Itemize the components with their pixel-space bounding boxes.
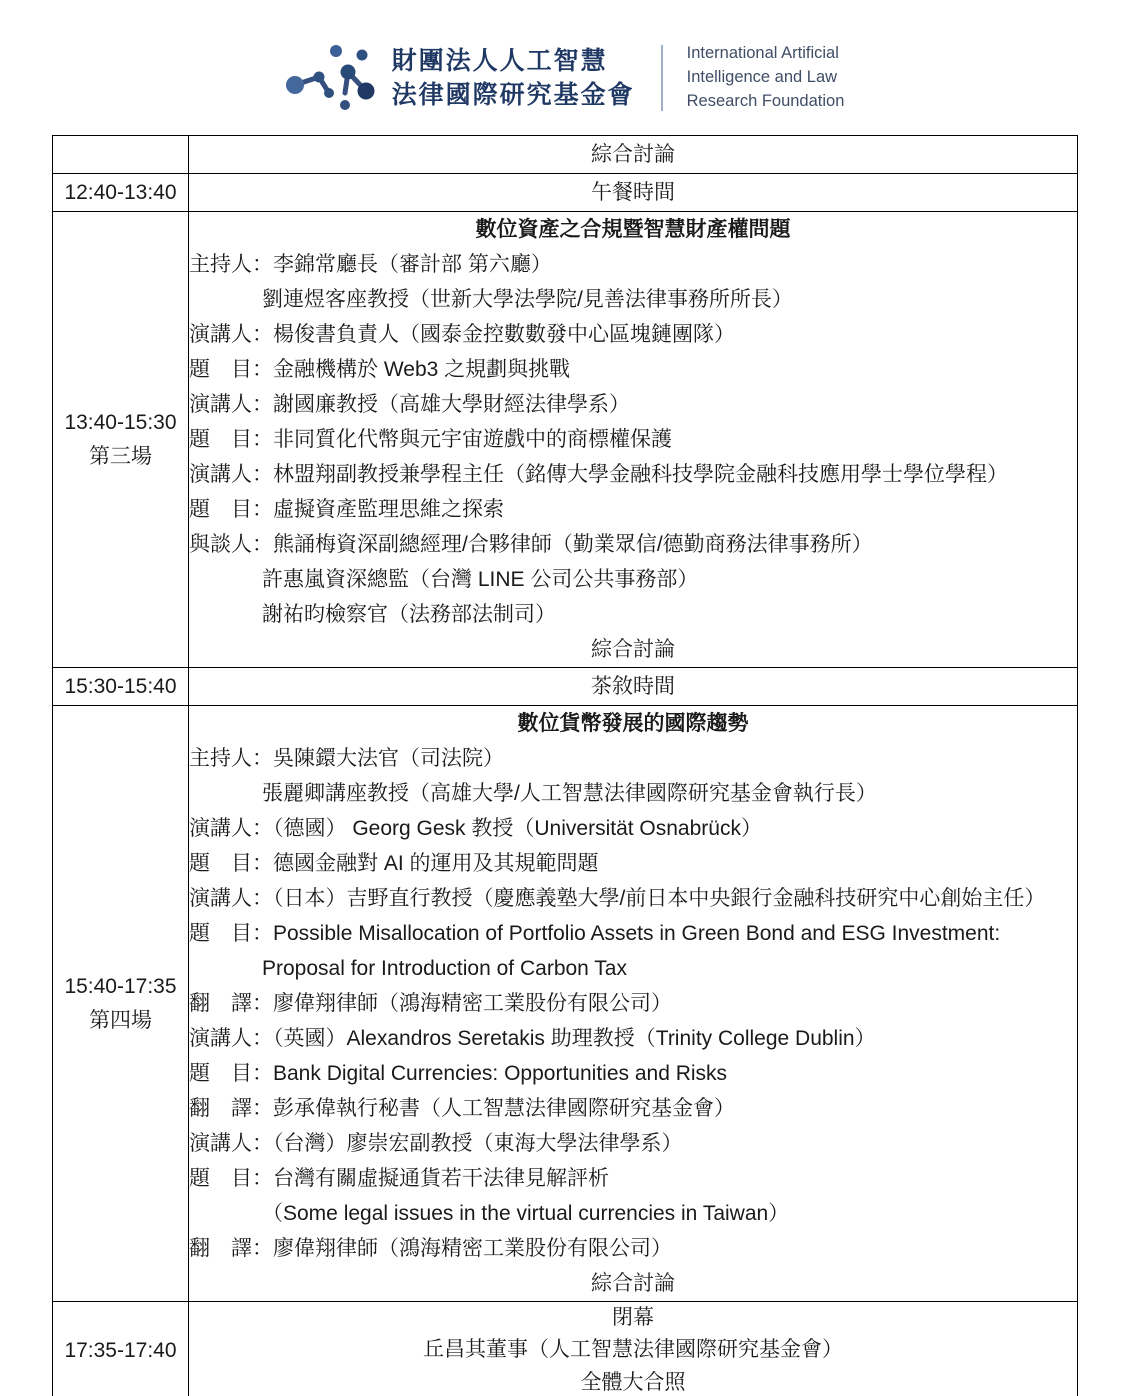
agenda-line: 演講人：（台灣）廖崇宏副教授（東海大學法律學系） bbox=[189, 1132, 683, 1155]
agenda-line: 題 目：金融機構於 Web3 之規劃與挑戰 bbox=[189, 358, 571, 381]
content-cell bbox=[189, 668, 1078, 706]
brand-divider bbox=[661, 45, 663, 111]
content-cell bbox=[189, 1302, 1078, 1396]
agenda-line: 演講人：謝國廉教授（高雄大學財經法律學系） bbox=[189, 393, 630, 416]
foundation-header bbox=[0, 0, 1130, 120]
agenda-line: Proposal for Introduction of Carbon Tax bbox=[262, 957, 627, 980]
agenda-line: 題 目：虛擬資產監理思維之探索 bbox=[189, 498, 504, 521]
content-cell bbox=[189, 174, 1078, 212]
agenda-line: 與談人：熊誦梅資深副總經理/合夥律師（勤業眾信/德勤商務法律事務所） bbox=[189, 533, 873, 556]
brand-en-line1: International Artificial bbox=[686, 44, 839, 63]
brand-zh-line1: 財團法人人工智慧 bbox=[391, 46, 608, 75]
session-number: 第四場 bbox=[89, 1008, 152, 1032]
session-title: 數位資產之合規暨智慧財產權問題 bbox=[475, 218, 791, 241]
agenda-line: 丘昌其董事（人工智慧法律國際研究基金會） bbox=[423, 1338, 843, 1362]
content-cell bbox=[189, 706, 1078, 1302]
brand-zh-line2: 法律國際研究基金會 bbox=[391, 81, 635, 109]
time-cell: 17:35-17:40 bbox=[53, 1302, 189, 1396]
agenda-row-lunch bbox=[53, 174, 1078, 212]
brand-en-line3: Research Foundation bbox=[686, 91, 845, 110]
brand-name-en bbox=[687, 42, 845, 114]
agenda-line: 許惠嵐資深總監（台灣 LINE 公司公共事務部） bbox=[262, 568, 699, 591]
agenda-line: 綜合討論 bbox=[591, 143, 675, 166]
agenda-line: 閉幕 bbox=[612, 1306, 654, 1330]
agenda-line: 演講人：林盟翔副教授兼學程主任（銘傳大學金融科技學院金融科技應用學士學位學程） bbox=[189, 463, 1008, 486]
network-dots-icon bbox=[286, 39, 378, 117]
agenda-line: 演講人：（德國） Georg Gesk 教授（Universität Osnabrück） bbox=[189, 817, 762, 840]
time-cell bbox=[53, 136, 189, 174]
content-cell bbox=[189, 212, 1078, 668]
brand-name-zh bbox=[392, 44, 635, 113]
agenda-table bbox=[52, 135, 1078, 1396]
agenda-line: 主持人：李錦常廳長（審計部 第六廳） bbox=[189, 253, 552, 276]
brand-en-line2: Intelligence and Law bbox=[686, 68, 838, 87]
agenda-line: 茶敘時間 bbox=[591, 675, 675, 698]
agenda-line: 謝祐昀檢察官（法務部法制司） bbox=[262, 603, 556, 626]
time-cell bbox=[53, 212, 189, 668]
session-time: 13:40-15:30 bbox=[64, 410, 177, 434]
agenda-line: 演講人：楊俊書負責人（國泰金控數數發中心區塊鏈團隊） bbox=[189, 323, 735, 346]
agenda-line: 翻 譯：廖偉翔律師（鴻海精密工業股份有限公司） bbox=[189, 1237, 672, 1260]
agenda-line: 全體大合照 bbox=[580, 1370, 686, 1394]
session-number: 第三場 bbox=[89, 444, 152, 468]
agenda-line: 主持人：吳陳鐶大法官（司法院） bbox=[189, 747, 504, 770]
agenda-line: 演講人：（日本）吉野直行教授（慶應義塾大學/前日本中央銀行金融科技研究中心創始主任） bbox=[189, 887, 1046, 910]
agenda-row-session4 bbox=[53, 706, 1078, 1302]
time-cell bbox=[53, 706, 189, 1302]
agenda-line: （Some legal issues in the virtual currencies in Taiwan） bbox=[262, 1202, 790, 1225]
agenda-line: 翻 譯：彭承偉執行秘書（人工智慧法律國際研究基金會） bbox=[189, 1097, 735, 1120]
agenda-line: 題 目：Bank Digital Currencies: Opportunities and Risks bbox=[189, 1062, 728, 1085]
agenda-line: 張麗卿講座教授（高雄大學/人工智慧法律國際研究基金會執行長） bbox=[262, 782, 877, 805]
time-cell: 12:40-13:40 bbox=[53, 174, 189, 212]
agenda-row-session3 bbox=[53, 212, 1078, 668]
session-title: 數位貨幣發展的國際趨勢 bbox=[517, 712, 749, 735]
agenda-line: 劉連煜客座教授（世新大學法學院/見善法律事務所所長） bbox=[262, 288, 793, 311]
agenda-line: 題 目：Possible Misallocation of Portfolio Assets in Green Bond and ESG Investment: bbox=[189, 922, 1001, 945]
agenda-line: 午餐時間 bbox=[591, 181, 675, 204]
agenda-row-closing bbox=[53, 1302, 1078, 1396]
time-cell: 15:30-15:40 bbox=[53, 668, 189, 706]
agenda-line: 演講人：（英國）Alexandros Seretakis 助理教授（Trinity College Dublin） bbox=[189, 1027, 876, 1050]
agenda-row-tea bbox=[53, 668, 1078, 706]
agenda-line: 題 目：德國金融對 AI 的運用及其規範問題 bbox=[189, 852, 599, 875]
session-closing: 綜合討論 bbox=[591, 1272, 675, 1295]
agenda-row-discussion bbox=[53, 136, 1078, 174]
session-closing: 綜合討論 bbox=[591, 638, 675, 661]
agenda-line: 題 目：台灣有關虛擬通貨若干法律見解評析 bbox=[189, 1167, 609, 1190]
agenda-line: 翻 譯：廖偉翔律師（鴻海精密工業股份有限公司） bbox=[189, 992, 672, 1015]
agenda-line: 題 目：非同質化代幣與元宇宙遊戲中的商標權保護 bbox=[189, 428, 672, 451]
session-time: 15:40-17:35 bbox=[64, 974, 177, 998]
content-cell bbox=[189, 136, 1078, 174]
